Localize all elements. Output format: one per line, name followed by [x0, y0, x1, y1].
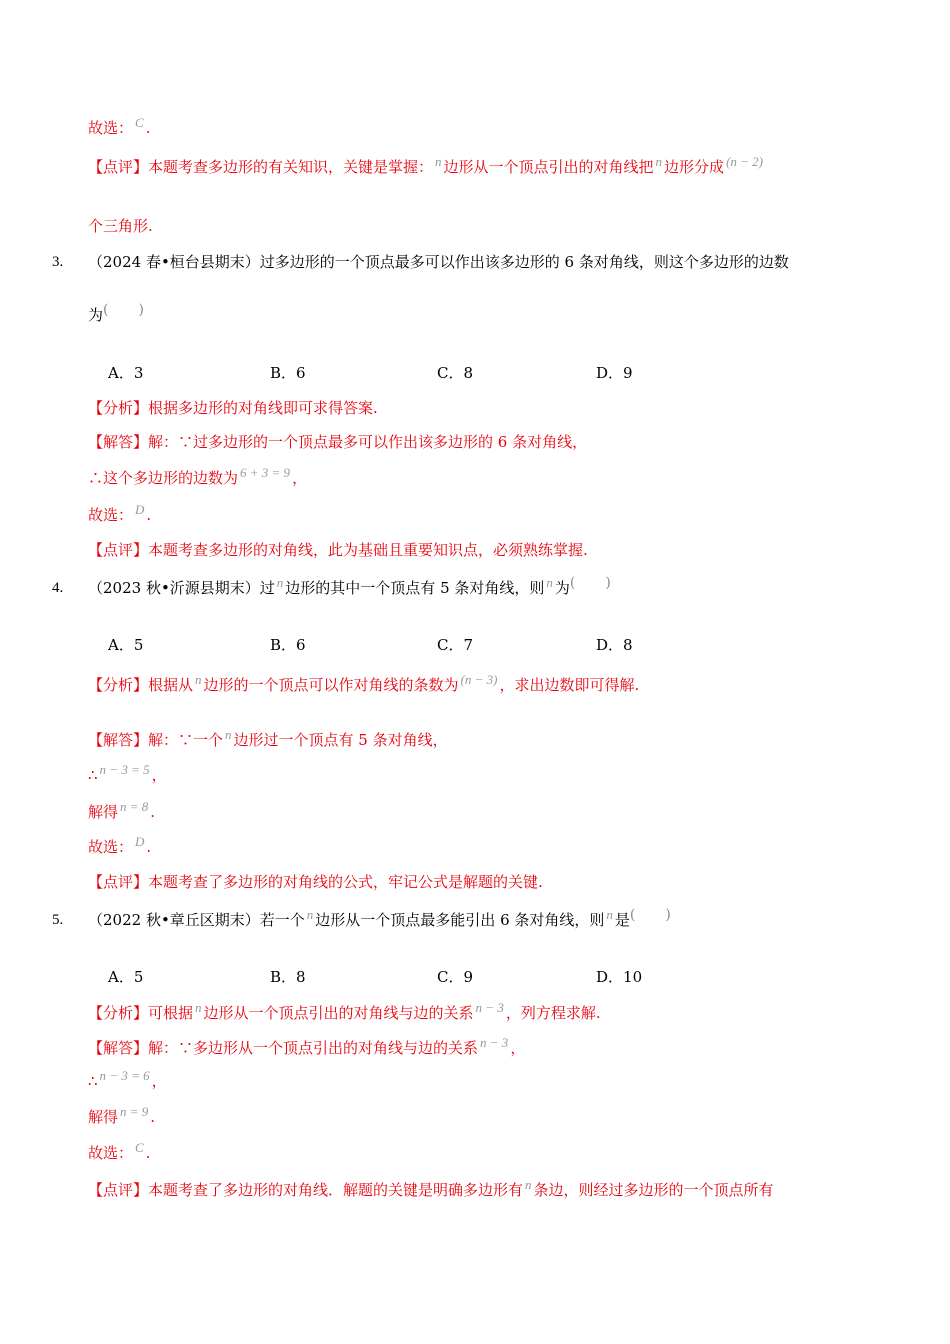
q3-stem: （2024 春•桓台县期末）过多边形的一个顶点最多可以作出该多边形的 6 条对角线，则这个多边形的边数 — [88, 253, 789, 271]
answer-choice: D — [135, 502, 145, 517]
math-var-n: n — [225, 727, 232, 742]
comment-tag: 【点评】 — [88, 541, 149, 559]
analysis-tag: 【分析】 — [88, 399, 149, 417]
q5-answer: 故选： C . — [88, 1140, 151, 1162]
option-a: A．3 — [108, 364, 144, 382]
q4-analysis: 【分析】根据从 n 边形的一个顶点可以作对角线的条数为 (n − 3) ，求出边数即可得解. — [88, 672, 640, 694]
math-expr: n − 3 — [475, 1000, 504, 1015]
q5-step-1: ∴ n − 3 = 6 ， — [88, 1068, 167, 1090]
option-c: C．9 — [437, 968, 474, 986]
option-b: B．6 — [270, 364, 306, 382]
math-var-n: n — [435, 154, 442, 169]
answer-blank: ( ) — [629, 907, 671, 923]
math-var-n: n — [276, 575, 284, 590]
math-expr: (n − 3) — [460, 672, 498, 687]
q4-step-1: ∴ n − 3 = 5 ， — [88, 762, 167, 784]
math-var-n: n — [195, 672, 202, 687]
option-c: C．8 — [437, 364, 474, 382]
math-expr: (n − 2) — [726, 154, 763, 169]
q4-solution: 【解答】解：∵一个 n 边形过一个顶点有 5 条对角线， — [88, 727, 448, 749]
question-number: 3. — [52, 254, 64, 270]
math-expr: n − 3 = 6 — [99, 1068, 150, 1083]
option-d: D．9 — [596, 364, 633, 382]
q5-stem: （2022 秋•章丘区期末）若一个 n 边形从一个顶点最多能引出 6 条对角线，则 n 是( ) — [88, 907, 671, 929]
q4-comment: 【点评】本题考查了多边形的对角线的公式，牢记公式是解题的关键. — [88, 873, 543, 891]
comment-tag: 【点评】 — [88, 158, 149, 176]
option-b: B．6 — [270, 636, 306, 654]
solution-tag: 【解答】 — [88, 433, 149, 451]
answer-blank: ( ) — [569, 575, 611, 591]
q4-answer: 故选： D . — [88, 834, 152, 856]
q2-comment-line-2: 个三角形. — [88, 217, 153, 235]
solution-tag: 【解答】 — [88, 731, 149, 749]
option-a: A．5 — [108, 968, 144, 986]
q4-stem: （2023 秋•沂源县期末）过 n 边形的其中一个顶点有 5 条对角线，则 n 为( ) — [88, 575, 611, 597]
q5-solution: 【解答】解：∵多边形从一个顶点引出的对角线与边的关系 n − 3 ， — [88, 1035, 526, 1057]
q4-step-2: 解得 n = 8 . — [88, 799, 156, 821]
q3-answer: 故选： D . — [88, 502, 152, 524]
math-expr: n − 3 = 5 — [99, 762, 150, 777]
q3-analysis: 【分析】根据多边形的对角线即可求得答案. — [88, 399, 378, 417]
q2-answer-line: 故选： C . — [88, 115, 151, 137]
analysis-tag: 【分析】 — [88, 1004, 149, 1022]
answer-choice: C — [135, 115, 144, 130]
q3-step-1: ∴这个多边形的边数为 6 + 3 = 9 ， — [88, 465, 308, 487]
option-a: A．5 — [108, 636, 144, 654]
option-b: B．8 — [270, 968, 306, 986]
q3-solution: 【解答】解：∵过多边形的一个顶点最多可以作出该多边形的 6 条对角线， — [88, 433, 588, 451]
math-expr: n = 8 — [120, 799, 149, 814]
math-var-n: n — [655, 154, 663, 169]
answer-choice: C — [135, 1140, 144, 1155]
q5-comment: 【点评】本题考查了多边形的对角线．解题的关键是明确多边形有 n 条边，则经过多边形的一个顶点所有 — [88, 1177, 774, 1199]
option-d: D．10 — [596, 968, 643, 986]
option-d: D．8 — [596, 636, 633, 654]
q3-stem-2: 为( ) — [88, 302, 144, 324]
analysis-tag: 【分析】 — [88, 676, 149, 694]
q3-comment: 【点评】本题考查多边形的对角线，此为基础且重要知识点，必须熟练掌握. — [88, 541, 588, 559]
math-var-n: n — [546, 575, 553, 590]
math-expr: 6 + 3 = 9 — [240, 465, 291, 480]
answer-prefix: 故选： — [88, 119, 134, 137]
q5-step-2: 解得 n = 9 . — [88, 1104, 156, 1126]
math-var-n: n — [606, 907, 613, 922]
q2-comment-line: 【点评】本题考查多边形的有关知识，关键是掌握： n 边形从一个顶点引出的对角线把 n 边形分成 (n − 2) — [88, 154, 763, 176]
math-var-n: n — [525, 1177, 532, 1192]
math-expr: n = 9 — [120, 1104, 149, 1119]
solution-tag: 【解答】 — [88, 1039, 149, 1057]
q5-analysis: 【分析】可根据 n 边形从一个顶点引出的对角线与边的关系 n − 3 ，列方程求解. — [88, 1000, 601, 1022]
comment-tag: 【点评】 — [88, 873, 149, 891]
option-c: C．7 — [437, 636, 474, 654]
question-number: 4. — [52, 580, 64, 596]
math-var-n: n — [195, 1000, 202, 1015]
answer-blank: ( ) — [103, 302, 144, 318]
question-number: 5. — [52, 912, 64, 928]
comment-tag: 【点评】 — [88, 1181, 149, 1199]
answer-choice: D — [135, 834, 145, 849]
math-expr: n − 3 — [480, 1035, 509, 1050]
math-var-n: n — [306, 907, 314, 922]
